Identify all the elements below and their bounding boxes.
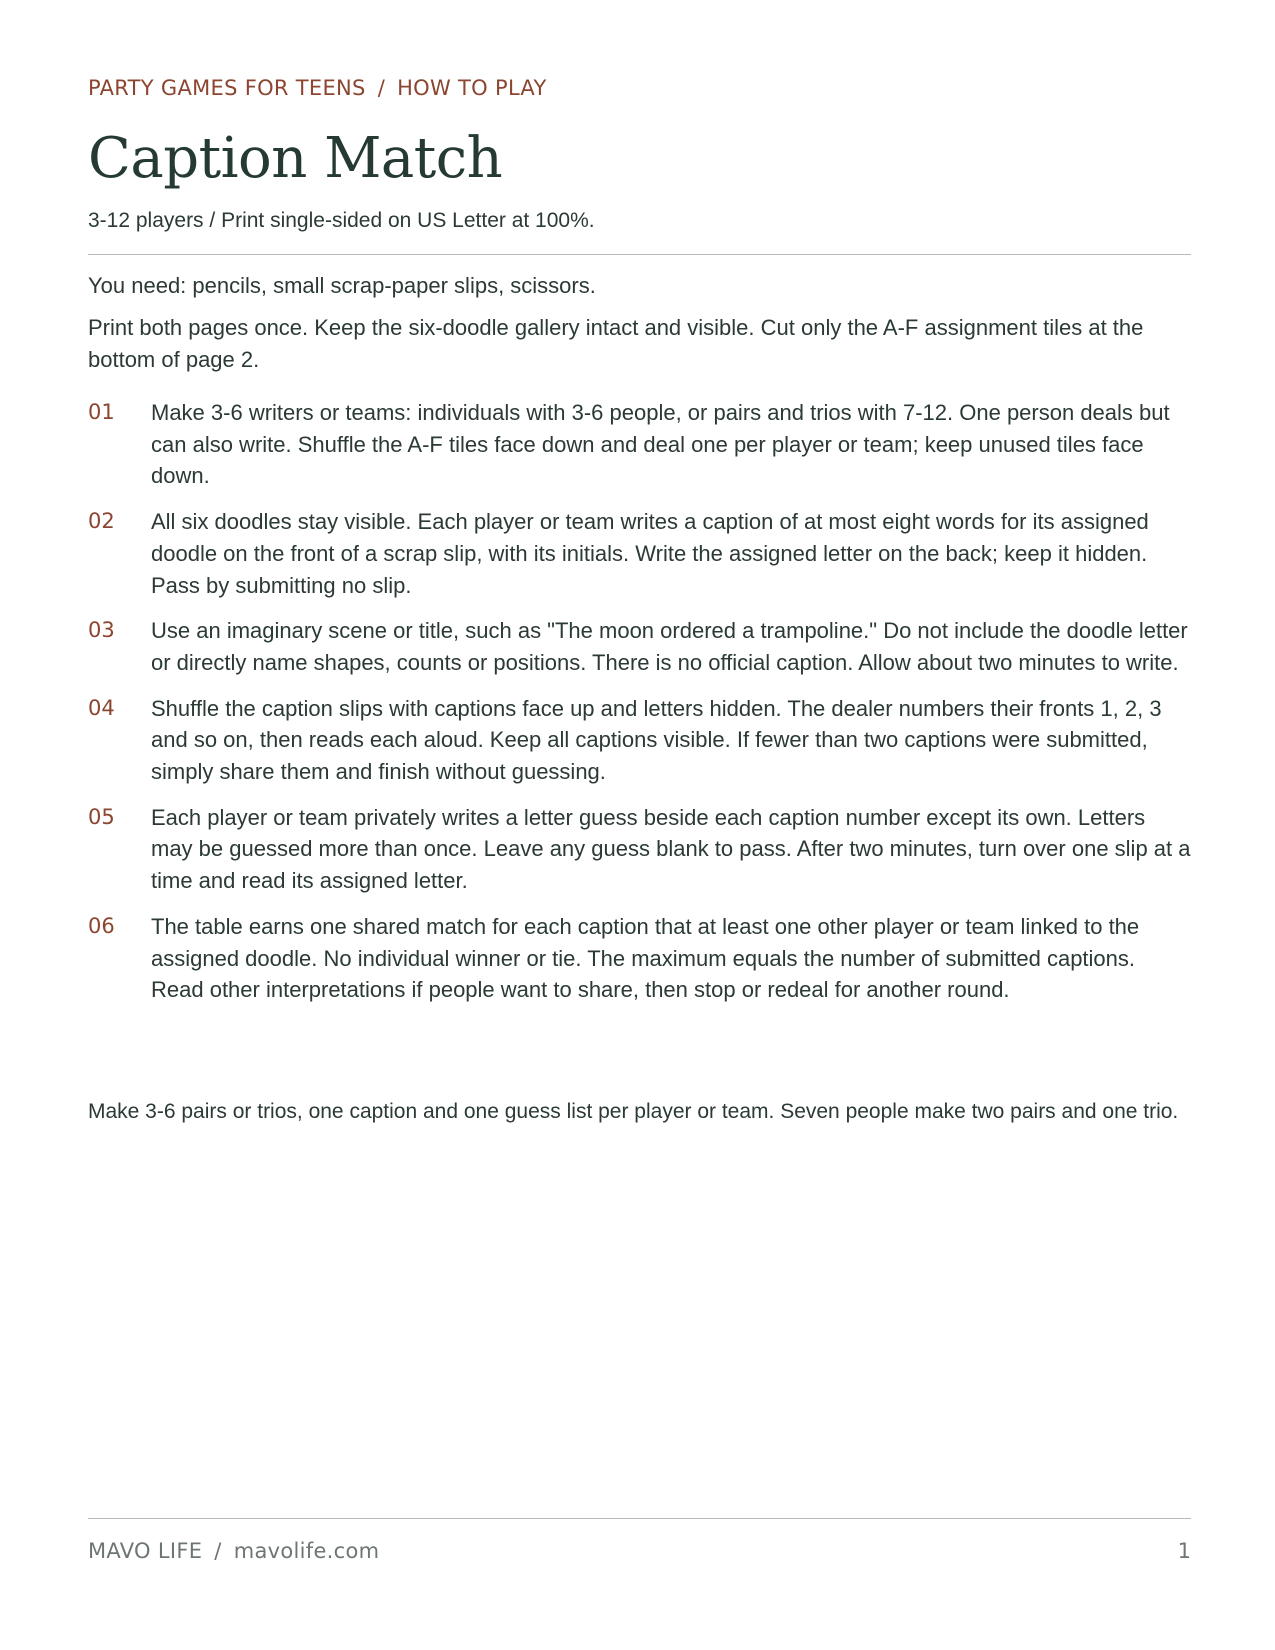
step-item [88, 397, 1191, 492]
step-number: 05 [88, 804, 115, 829]
step-text: Make 3-6 writers or teams: individuals with 3-6 people, or pairs and trios with 7-12. One person deals but can also write. Shuffle the A-F tiles face down and deal one per player or team; keep unused tiles face down. [151, 400, 1170, 489]
step-text: Shuffle the caption slips with captions face up and letters hidden. The dealer numbers their fronts 1, 2, 3 and so on, then reads each aloud. Keep all captions visible. If fewer than two captions were submitted, simply share them and finish without guessing. [151, 695, 1162, 785]
step-item [88, 802, 1191, 897]
header-divider [88, 254, 1191, 255]
step-item [88, 911, 1191, 1006]
footer-separator: / [214, 1539, 222, 1563]
step-item [88, 693, 1191, 788]
group-size-note: Make 3-6 pairs or trios, one caption and one guess list per player or team. Seven people make two pairs and one trio. [88, 1100, 1179, 1123]
materials-text: You need: pencils, small scrap-paper slips, scissors. [88, 273, 596, 298]
footer-brand-line [88, 1539, 379, 1563]
page-title: Caption Match [88, 126, 503, 191]
breadcrumb-section: PARTY GAMES FOR TEENS [88, 76, 366, 100]
page-number: 1 [1177, 1539, 1191, 1563]
step-item [88, 615, 1191, 678]
step-number: 02 [88, 509, 115, 534]
steps-list [88, 397, 1191, 1020]
step-text: Use an imaginary scene or title, such as "The moon ordered a trampoline." Do not include the doodle letter or directly name shapes, counts or positions. There is no official caption. Allow about two minutes to write. [151, 618, 1188, 675]
step-number: 06 [88, 913, 115, 938]
breadcrumb-separator: / [377, 76, 386, 100]
breadcrumb [88, 76, 547, 100]
step-text: All six doodles stay visible. Each player or team writes a caption of at most eight words for its assigned doodle on the front of a scrap slip, with its initials. Write the assigned letter on the back; keep it hidden. Pass by submitting no slip. [151, 509, 1149, 598]
step-text: The table earns one shared match for each caption that at least one other player or team linked to the assigned doodle. No individual winner or tie. The maximum equals the number of submitted captions. Read other interpretations if people want to share, then stop or redeal for another round. [151, 913, 1140, 1003]
footer-website-link[interactable]: mavolife.com [233, 1539, 380, 1563]
step-item [88, 506, 1191, 601]
footer-brand: MAVO LIFE [88, 1539, 203, 1563]
print-instructions-text: Print both pages once. Keep the six-doodle gallery intact and visible. Cut only the A-F assignment tiles at the bottom of page 2. [88, 315, 1144, 372]
step-number: 03 [88, 618, 115, 643]
step-number: 01 [88, 400, 115, 424]
step-number: 04 [88, 695, 115, 720]
breadcrumb-page: HOW TO PLAY [397, 76, 547, 100]
page-subtitle: 3-12 players / Print single-sided on US Letter at 100%. [88, 209, 595, 232]
footer-divider [88, 1518, 1191, 1519]
step-text: Each player or team privately writes a letter guess beside each caption number except its own. Letters may be guessed more than once. Leave any guess blank to pass. After two minutes, turn over one slip at a time and read its assigned letter. [151, 804, 1191, 894]
